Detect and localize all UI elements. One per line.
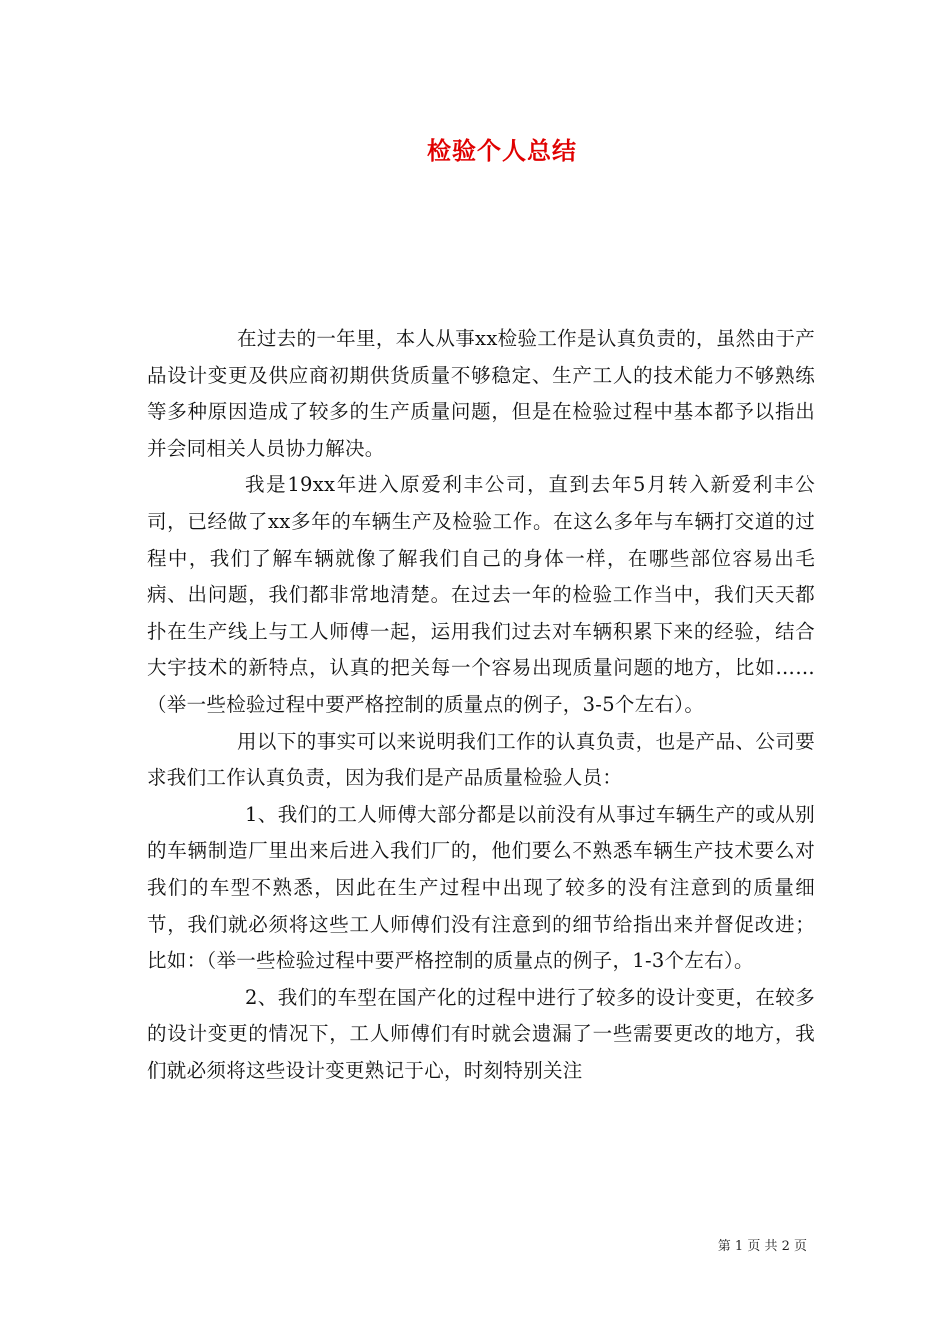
paragraph-point-1: 1、我们的工人师傅大部分都是以前没有从事过车辆生产的或从别的车辆制造厂里出来后进入我们厂的，他们要么不熟悉车辆生产技术要么对我们的车型不熟悉，因此在生产过程中出现了较多的没有注意到的质量细节，我们就必须将这些工人师傅们没有注意到的细节给指出来并督促改进；比如：（举一些检验过程中要严格控制的质量点的例子，1-3个左右）。 — [147, 802, 815, 973]
paragraph-point-2: 2、我们的车型在国产化的过程中进行了较多的设计变更，在较多的设计变更的情况下，工人师傅们有时就会遗漏了一些需要更改的地方，我们就必须将这些设计变更熟记于心，时刻特别关注 — [147, 985, 815, 1082]
document-body — [147, 321, 815, 1089]
paragraph-facts-intro: 用以下的事实可以来说明我们工作的认真负责，也是产品、公司要求我们工作认真负责，因为我们是产品质量检验人员： — [147, 729, 815, 790]
paragraph-experience: 我是19xx年进入原爱利丰公司，直到去年5月转入新爱利丰公司，已经做了xx多年的车辆生产及检验工作。在这么多年与车辆打交道的过程中，我们了解车辆就像了解我们自己的身体一样，在哪些部位容易出毛病、出问题，我们都非常地清楚。在过去一年的检验工作当中，我们天天都扑在生产线上与工人师傅一起，运用我们过去对车辆积累下来的经验，结合大宇技术的新特点，认真的把关每一个容易出现质量问题的地方，比如……（举一些检验过程中要严格控制的质量点的例子，3-5个左右）。 — [147, 473, 815, 716]
page-number: 第 1 页 共 2 页 — [717, 1239, 807, 1254]
paragraph-intro: 在过去的一年里，本人从事xx检验工作是认真负责的，虽然由于产品设计变更及供应商初期供货质量不够稳定、生产工人的技术能力不够熟练等多种原因造成了较多的生产质量问题，但是在检验过程中基本都予以指出并会同相关人员协力解决。 — [147, 327, 815, 460]
document-title: 检验个人总结 — [427, 136, 577, 165]
